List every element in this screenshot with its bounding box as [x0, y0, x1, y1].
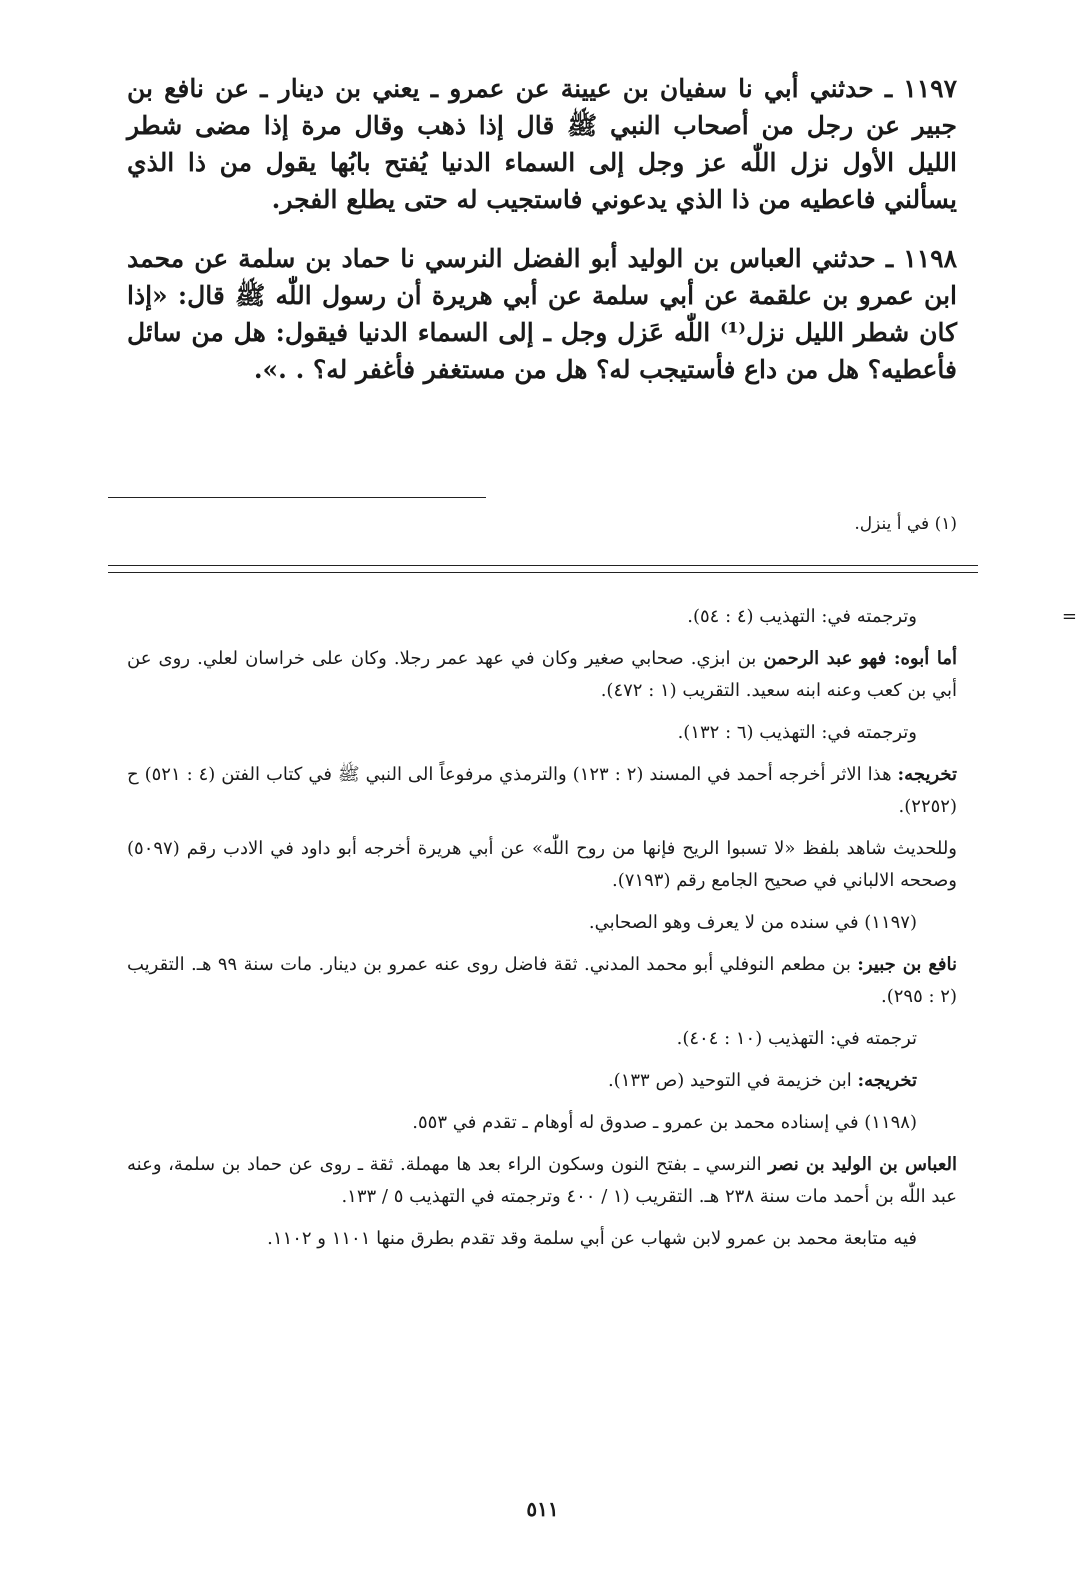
annotation-text: فيه متابعة محمد بن عمرو لابن شهاب عن أبي سلمة وقد تقدم بطرق منها ١١٠١ و ١١٠٢. [267, 1228, 917, 1249]
annotation-note [127, 1149, 957, 1213]
annotation-text: ابن خزيمة في التوحيد (ص ١٣٣). [607, 1070, 858, 1091]
annotation-note [127, 643, 957, 707]
annotation-heading: أما أبوه: فهو عبد الرحمن [763, 648, 957, 669]
hadith-1198: ١١٩٨ ـ حدثني العباس بن الوليد أبو الفضل النرسي نا حماد بن سلمة عن محمد ابن عمرو بن علقمة عن أبي سلمة عن أبي هريرة أن رسول اللّٰه ﷺ قال: «إذا كان شطر الليل نزل⁽¹⁾ اللّٰه عَزل وجل ـ إلى السماء الدنيا فيقول: هل من سائل فأعطيه؟ هل من داع فأستيجب له؟ هل من مستغفر فأغفر له؟ . .». [127, 244, 957, 384]
annotation-text: بن مطعم النوفلي أبو محمد المدني. ثقة فاضل روى عنه عمرو بن دينار. مات سنة ٩٩ هـ. التقريب (٢ : ٢٩٥). [127, 954, 957, 1007]
annotation-text: النرسي ـ بفتح النون وسكون الراء بعد ها مهملة. ثقة ـ روى عن حماد بن سلمة، وعنه عبد اللّٰه بن أحمد مات سنة ٢٣٨ هـ. التقريب (١ / ٤٠٠ وترجمته في التهذيب ٥ / ١٣٣. [127, 1154, 957, 1207]
annotation-text: ترجمته في: التهذيب (١٠ : ٤٠٤). [676, 1028, 917, 1049]
annotation-text: وترجمته في: التهذيب (٤ : ٥٤). [687, 606, 917, 627]
annotation-text: بن ابزي. صحابي صغير وكان في عهد عمر رجلا. وكان على خراسان لعلي. روى عن أبي بن كعب وعنه ابنه سعيد. التقريب (١ : ٤٧٢). [127, 648, 957, 701]
annotation-note [127, 601, 1077, 633]
annotation-note [127, 759, 957, 823]
main-text [127, 70, 957, 388]
continuation-mark: = [1061, 606, 1077, 627]
annotation-heading: تخريجه: [897, 764, 958, 785]
annotation-text: وللحديث شاهد بلفظ «لا تسبوا الريح فإنها من روح اللّٰه» عن أبي هريرة أخرجه أبو داود في الادب رقم (٥٠٩٧) وصححه الالباني في صحيح الجامع رقم (٧١٩٣). [127, 838, 957, 891]
annotation-note [127, 1023, 957, 1055]
hadith-1197: ١١٩٧ ـ حدثني أبي نا سفيان بن عيينة عن عمرو ـ يعني بن دينار ـ عن نافع بن جبير عن رجل من أصحاب النبي ﷺ قال إذا ذهب وقال مرة إذا مضى شطر الليل الأول نزل اللّٰه عز وجل إلى السماء الدنيا يُفتح بابُها يقول من ذا الذي يسألني فاعطيه من ذا الذي يدعوني فاستجيب له حتى يطلع الفجر. [127, 74, 957, 214]
footnote-separator [108, 497, 486, 498]
annotation-heading: العباس بن الوليد بن نصر [768, 1154, 958, 1175]
page-number: ٥١١ [526, 1497, 559, 1521]
double-rule-bottom [108, 572, 978, 573]
annotation-note [127, 717, 957, 749]
annotation-note [127, 907, 957, 939]
double-rule-top [108, 565, 978, 566]
annotation-text: هذا الاثر أخرجه أحمد في المسند (٢ : ١٢٣) والترمذي مرفوعاً الى النبي ﷺ في كتاب الفتن (٤ : ٥٢١) ح (٢٢٥٢). [127, 764, 957, 817]
annotation-text: (١١٩٧) في سنده من لا يعرف وهو الصحابي. [588, 912, 917, 933]
annotation-note [127, 833, 957, 897]
annotation-note [127, 1065, 957, 1097]
annotation-text: وترجمته في: التهذيب (٦ : ١٣٢). [677, 722, 917, 743]
annotation-text: (١١٩٨) في إسناده محمد بن عمرو ـ صدوق له أوهام ـ تقدم في ٥٥٣. [412, 1112, 917, 1133]
annotation-heading: نافع بن جبير: [857, 954, 957, 975]
annotations-section [127, 601, 1077, 1265]
annotation-heading: تخريجه: [857, 1070, 917, 1091]
annotation-note [127, 1107, 957, 1139]
annotation-note [127, 949, 957, 1013]
footnote-1: (١) في أ ينزل. [854, 514, 957, 534]
annotation-note [127, 1223, 957, 1255]
